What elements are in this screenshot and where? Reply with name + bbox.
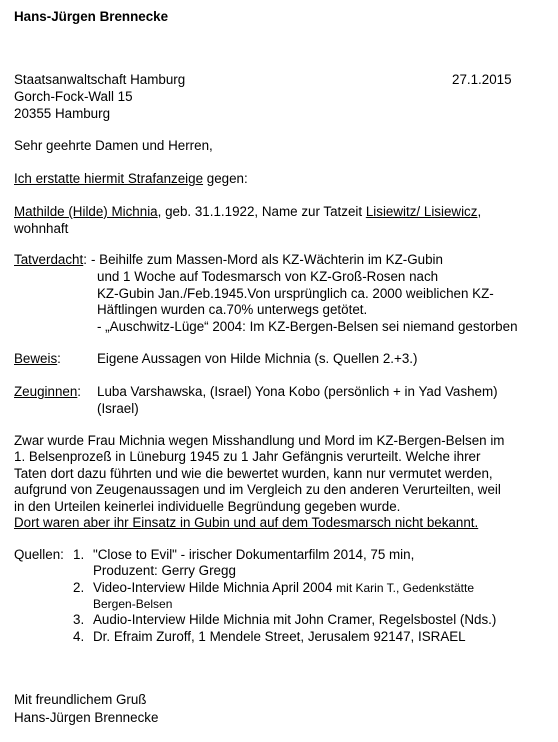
source-3-number: 3. <box>73 612 85 627</box>
source-2-line-2: Bergen-Belsen <box>93 597 173 611</box>
source-4-line-1: Dr. Efraim Zuroff, 1 Mendele Street, Jerusalem 92147, ISRAEL <box>93 629 466 644</box>
source-2-line-1b: mit Karin T., Gedenkstätte <box>336 581 474 595</box>
source-2-line-1a: Video-Interview Hilde Michnia April 2004 <box>93 580 337 595</box>
intro-underlined: Ich erstatte hiermit Strafanzeige <box>14 171 204 186</box>
paragraph-line-5: in den Urteilen keinerlei individuelle Begründung gegeben wurde. <box>14 499 401 514</box>
zeuginnen-line-2: (Israel) <box>97 401 139 416</box>
accused-residence: wohnhaft <box>14 221 69 236</box>
source-1-line-1: "Close to Evil" - irischer Dokumentarfilm 2014, 75 min, <box>93 547 415 562</box>
source-2-number: 2. <box>73 580 85 595</box>
sender-name: Hans-Jürgen Brennecke <box>14 9 169 24</box>
source-2-line-1 <box>93 580 474 596</box>
zeuginnen-label: Zeuginnen <box>14 384 78 399</box>
accused-details: , geb. 31.1.1922, Name zur Tatzeit <box>157 204 366 219</box>
intro-rest: gegen: <box>203 171 248 186</box>
recipient-line-3: 20355 Hamburg <box>14 106 111 121</box>
accused-name: Mathilde (Hilde) Michnia <box>14 204 158 219</box>
tatverdacht-label: Tatverdacht <box>14 252 84 267</box>
accused-alias: Lisiewitz/ Lisiewicz <box>365 204 478 219</box>
source-1-number: 1. <box>73 547 85 562</box>
source-3-line-1: Audio-Interview Hilde Michnia mit John Cramer, Regelsbostel (Nds.) <box>93 612 497 627</box>
paragraph-underlined: Dort waren aber ihr Einsatz in Gubin und auf dem Todesmarsch nicht bekannt. <box>14 515 479 530</box>
zeuginnen-colon: : <box>77 384 82 399</box>
tatverdacht-line-2: und 1 Woche auf Todesmarsch von KZ-Groß-Rosen nach <box>97 269 439 284</box>
signature: Hans-Jürgen Brennecke <box>14 710 159 725</box>
salutation: Sehr geehrte Damen und Herren, <box>14 138 213 153</box>
tatverdacht-line-1: - Beihilfe zum Massen-Mord als KZ-Wächterin im KZ-Gubin <box>91 252 443 267</box>
paragraph-line-4: aufgrund von Zeugenaussagen und im Vergleich zu den anderen Verurteilten, weil <box>14 482 501 497</box>
paragraph-line-2: 1. Belsenprozeß in Lüneburg 1945 zu 1 Jahr Gefängnis verurteilt. Welche ihrer <box>14 449 481 464</box>
tatverdacht-line-5: - „Auschwitz-Lüge“ 2004: Im KZ-Bergen-Belsen sei niemand gestorben <box>97 319 518 334</box>
tatverdacht-colon: : <box>83 252 87 267</box>
accused-line <box>14 204 481 220</box>
beweis-colon: : <box>57 351 61 366</box>
beweis-label: Beweis <box>14 351 58 366</box>
quellen-label: Quellen: <box>14 547 64 562</box>
zeuginnen-heading <box>14 384 81 400</box>
recipient-line-2: Gorch-Fock-Wall 15 <box>14 89 133 104</box>
source-1-line-2: Produzent: Gerry Gregg <box>93 563 236 578</box>
beweis-text: Eigene Aussagen von Hilde Michnia (s. Quellen 2.+3.) <box>97 351 418 366</box>
beweis-heading <box>14 351 61 367</box>
letter-date: 27.1.2015 <box>452 72 512 87</box>
paragraph-line-1: Zwar wurde Frau Michnia wegen Misshandlung und Mord im KZ-Bergen-Belsen im <box>14 433 505 448</box>
intro-line <box>14 171 248 187</box>
recipient-line-1: Staatsanwaltschaft Hamburg <box>14 72 186 87</box>
zeuginnen-line-1: Luba Varshawska, (Israel) Yona Kobo (persönlich + in Yad Vashem) <box>97 384 498 399</box>
closing: Mit freundlichem Gruß <box>14 692 147 707</box>
tatverdacht-line-3: KZ-Gubin Jan./Feb.1945.Von ursprünglich ca. 2000 weiblichen KZ- <box>97 286 494 301</box>
tatverdacht-line-4: Häftlingen wurden ca.70% unterwegs getötet. <box>97 302 368 317</box>
accused-end: , <box>477 204 482 219</box>
paragraph-line-3: Taten dort dazu führten und wie die bewertet wurden, kann nur vermutet werden, <box>14 466 493 481</box>
tatverdacht-heading <box>14 252 87 268</box>
source-4-number: 4. <box>73 629 85 644</box>
